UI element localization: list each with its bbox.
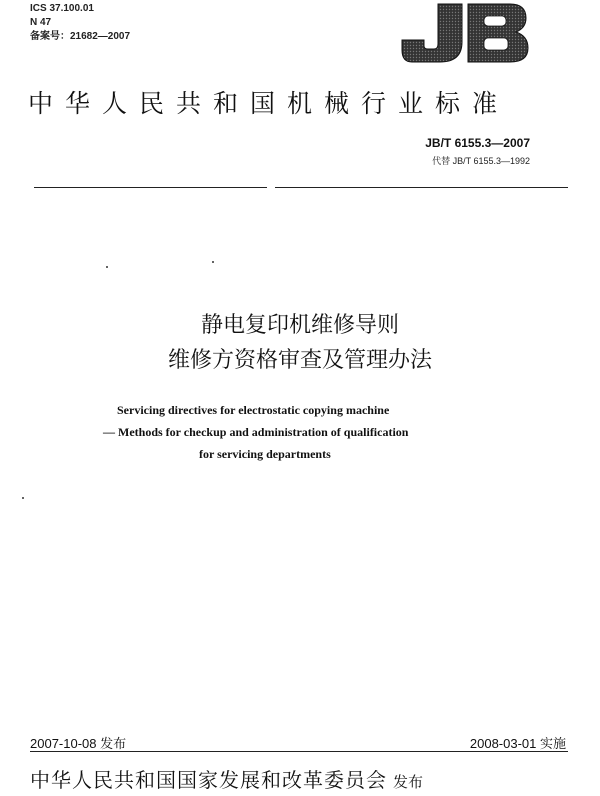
chinese-title-line-1: 静电复印机维修导则: [200, 313, 399, 338]
issuer-name: 中华人民共和国国家发展和改革委员会: [30, 768, 387, 792]
english-title-line-3: for servicing departments: [199, 447, 331, 461]
footer-rule: [30, 751, 568, 752]
effective-date: 2008-03-01 实施: [469, 736, 566, 751]
scan-speck: [106, 266, 108, 268]
issuer: [30, 764, 423, 793]
english-title-line-2: — Methods for checkup and administration of qualification: [103, 425, 409, 439]
record-number: 备案号：21682—2007: [30, 31, 131, 42]
scan-speck: [22, 497, 24, 499]
classification-code: N 47: [30, 17, 52, 28]
scan-speck: [212, 261, 214, 263]
issuer-suffix: 发布: [393, 773, 424, 791]
replaces-standard: 代替 JB/T 6155.3—1992: [432, 156, 530, 166]
header-rule-left: [34, 187, 267, 188]
ics-code: ICS 37.100.01: [30, 3, 94, 14]
publish-date: 2007-10-08 发布: [30, 736, 127, 751]
organization-title: 中华人民共和国机械行业标准: [28, 89, 510, 118]
english-title-line-1: Servicing directives for electrostatic copying machine: [117, 403, 390, 417]
chinese-title-line-2: 维修方资格审查及管理办法: [167, 348, 432, 373]
header-rule-right: [275, 187, 568, 188]
standard-number: JB/T 6155.3—2007: [425, 136, 530, 150]
jb-logo: [400, 2, 530, 64]
